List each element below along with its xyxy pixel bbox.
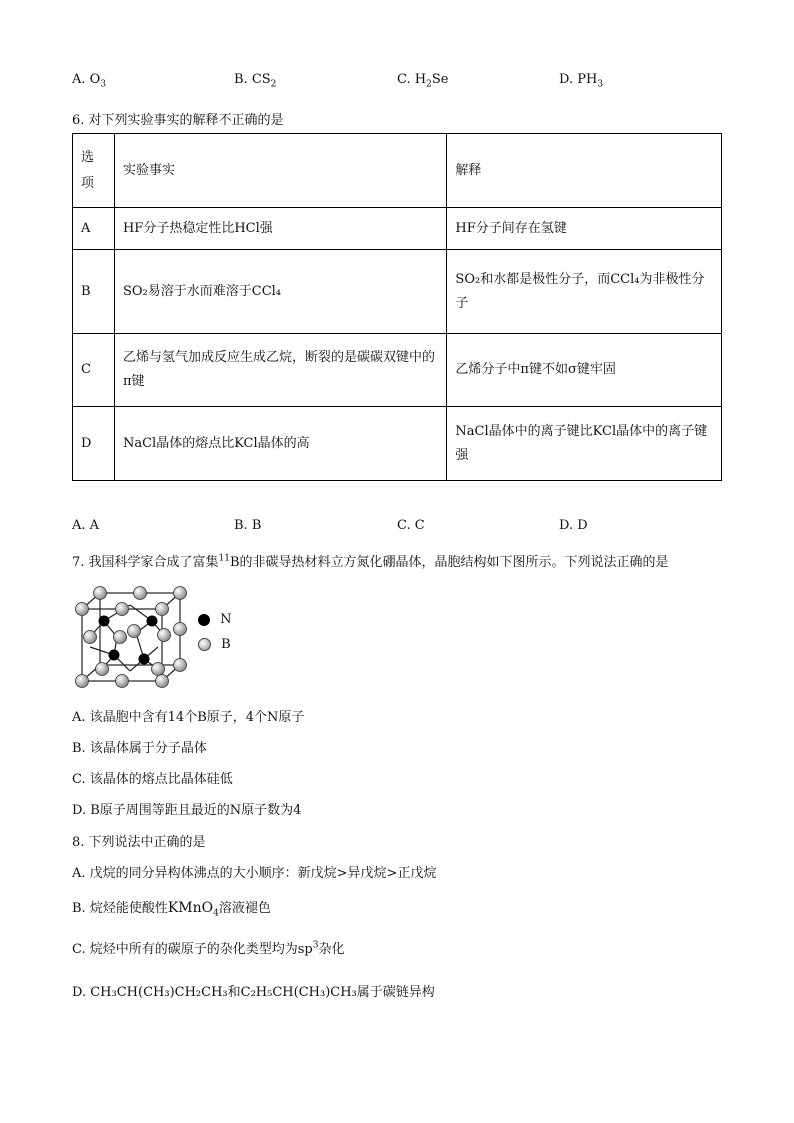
q7-option-b[interactable]: B. 该晶体属于分子晶体 [72, 741, 207, 756]
row-fact: NaCl晶体的熔点比KCl晶体的高 [114, 407, 446, 481]
row-reason: HF分子间存在氢键 [447, 208, 722, 250]
q7-option-a[interactable]: A. 该晶胞中含有14个B原子，4个N原子 [72, 710, 305, 725]
row-label: B [73, 250, 115, 334]
table-header-row [73, 134, 722, 208]
q6-options [72, 518, 732, 538]
q6-option-b[interactable]: B. B [234, 518, 262, 533]
row-label: D [73, 407, 115, 481]
row-fact: 乙烯与氢气加成反应生成乙烷，断裂的是碳碳双键中的π键 [114, 334, 446, 407]
q7-stem-suffix: B的非碳导热材料立方氮化硼晶体，晶胞结构如下图所示。下列说法正确的是 [230, 555, 669, 570]
q6-table [72, 133, 722, 481]
row-reason: SO₂和水都是极性分子，而CCl₄为非极性分子 [447, 250, 722, 334]
q5-option-c[interactable]: C. $H_2Se$ [397, 72, 449, 90]
q7-stem [72, 551, 669, 570]
b-atom-icon [198, 638, 211, 651]
n-atom-icon [198, 614, 210, 626]
header-fact: 实验事实 [114, 134, 446, 208]
q6-option-a[interactable]: A. A [72, 518, 100, 533]
isotope-superscript: 11 [218, 553, 230, 564]
row-fact: SO₂易溶于水而难溶于CCl₄ [114, 250, 446, 334]
table-row [73, 407, 722, 481]
row-reason: 乙烯分子中π键不如σ键牢固 [447, 334, 722, 407]
q5-option-b[interactable]: B. $CS_2$ [234, 72, 277, 90]
q8-option-d[interactable]: D. CH₃CH(CH₃)CH₂CH₃和C₂H₅CH(CH₃)CH₃属于碳链异构 [72, 985, 435, 1000]
q5-option-a[interactable]: A. $O_3$ [72, 72, 107, 90]
q8-option-c[interactable]: C. 烷烃中所有的碳原子的杂化类型均为$sp^3$杂化 [72, 940, 345, 957]
q8-option-b[interactable]: B. 烷烃能使酸性KMnO$_4$溶液褪色 [72, 900, 271, 919]
q5-options [72, 72, 732, 92]
row-label: C [73, 334, 115, 407]
table-row [73, 208, 722, 250]
q6-option-c[interactable]: C. C [397, 518, 425, 533]
header-reason: 解释 [447, 134, 722, 208]
q5-option-d[interactable]: D. $PH_3$ [559, 72, 604, 90]
row-label: A [73, 208, 115, 250]
q8-stem: 8. 下列说法中正确的是 [72, 835, 206, 850]
q7-option-c[interactable]: C. 该晶体的熔点比晶体硅低 [72, 772, 233, 787]
table-row [73, 250, 722, 334]
table-row [73, 334, 722, 407]
q6-option-d[interactable]: D. D [559, 518, 588, 533]
q7-stem-prefix: 7. 我国科学家合成了富集 [72, 555, 219, 570]
header-option: 选项 [73, 134, 115, 208]
q8-option-a[interactable]: A. 戊烷的同分异构体沸点的大小顺序：新戊烷>异戊烷>正戊烷 [72, 866, 437, 881]
q7-option-d[interactable]: D. B原子周围等距且最近的N原子数为4 [72, 803, 302, 818]
row-fact: HF分子热稳定性比HCl强 [114, 208, 446, 250]
q6-stem: 6. 对下列实验事实的解释不正确的是 [72, 113, 284, 128]
legend-b: B [198, 637, 231, 652]
legend-n: N [198, 612, 232, 627]
row-reason: NaCl晶体中的离子键比KCl晶体中的离子键强 [447, 407, 722, 481]
